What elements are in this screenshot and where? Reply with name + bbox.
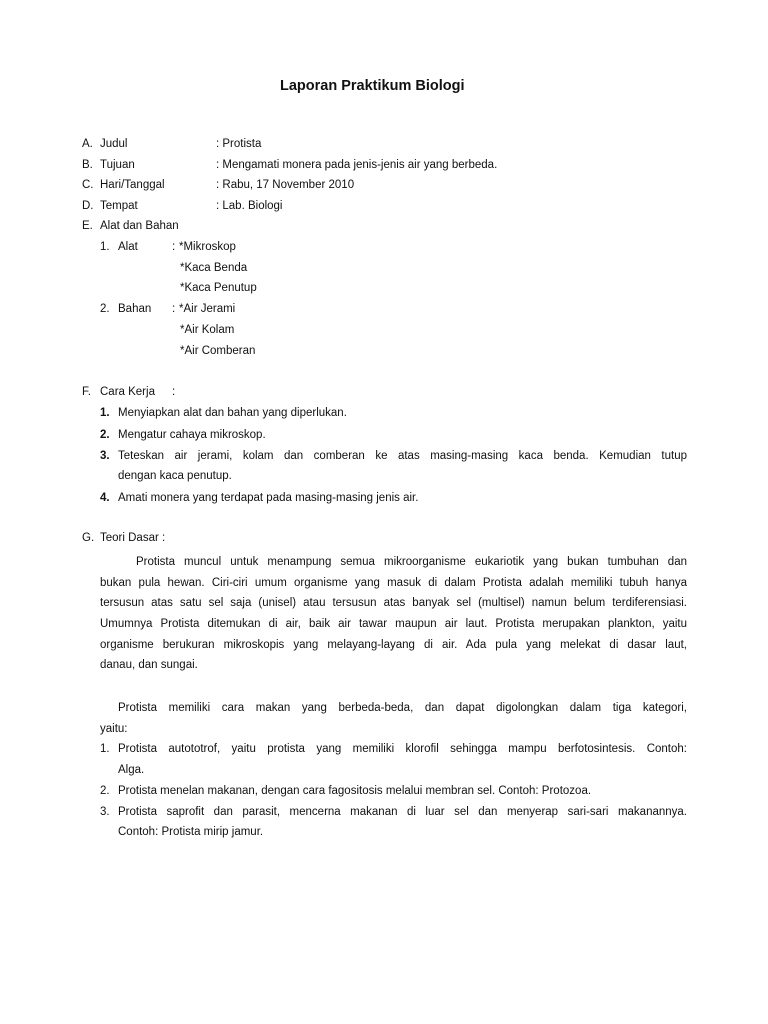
- category-number: 1.: [100, 743, 110, 755]
- section-a-value: : Protista: [216, 138, 262, 150]
- section-g-letter: G.: [82, 532, 95, 544]
- paragraph-line: Protista memiliki cara makan yang berbeda-beda, dan dapat digolongkan dalam tiga kategori,: [118, 702, 687, 714]
- section-d-letter: D.: [82, 200, 94, 212]
- bahan-number: 2.: [100, 303, 110, 315]
- category-text: Contoh: Protista mirip jamur.: [118, 826, 264, 838]
- bahan-colon: :: [172, 303, 176, 315]
- step-text: Amati monera yang terdapat pada masing-masing jenis air.: [118, 492, 419, 504]
- bahan-label: Bahan: [118, 303, 152, 315]
- section-d-label: Tempat: [100, 200, 138, 212]
- alat-item: *Mikroskop: [179, 241, 236, 253]
- section-f-letter: F.: [82, 386, 91, 398]
- section-b-letter: B.: [82, 159, 93, 171]
- section-c-value: : Rabu, 17 November 2010: [216, 179, 355, 191]
- section-a-label: Judul: [100, 138, 128, 150]
- bahan-item: *Air Jerami: [179, 303, 236, 315]
- paragraph-line: danau, dan sungai.: [100, 659, 198, 671]
- step-text: Teteskan air jerami, kolam dan comberan ke atas masing-masing kaca benda. Kemudian tutup: [118, 450, 687, 462]
- section-c-label: Hari/Tanggal: [100, 179, 165, 191]
- section-a-letter: A.: [82, 138, 93, 150]
- paragraph-line: tersusun atas satu sel saja (unisel) atau tersusun atas banyak sel (multisel) namun belum terdiferensiasi.: [100, 597, 687, 609]
- bahan-item: *Air Comberan: [180, 345, 256, 357]
- paragraph-line: yaitu:: [100, 723, 128, 735]
- alat-item: *Kaca Penutup: [180, 282, 257, 294]
- section-f-colon: :: [172, 386, 176, 398]
- section-b-label: Tujuan: [100, 159, 135, 171]
- section-d-value: : Lab. Biologi: [216, 200, 283, 212]
- alat-colon: :: [172, 241, 176, 253]
- step-number: 3.: [100, 450, 110, 462]
- section-e-label: Alat dan Bahan: [100, 220, 179, 232]
- category-text: Protista menelan makanan, dengan cara fagositosis melalui membran sel. Contoh: Protozoa.: [118, 785, 592, 797]
- category-text: Protista autototrof, yaitu protista yang memiliki klorofil sehingga mampu berfotosintesis. Contoh:: [118, 743, 687, 755]
- step-text: dengan kaca penutup.: [118, 470, 232, 482]
- category-number: 2.: [100, 785, 110, 797]
- section-c-letter: C.: [82, 179, 94, 191]
- bahan-item: *Air Kolam: [180, 324, 235, 336]
- section-b-value: : Mengamati monera pada jenis-jenis air yang berbeda.: [216, 159, 498, 171]
- section-g-label: Teori Dasar :: [100, 532, 166, 544]
- paragraph-line: Umumnya Protista ditemukan di air, baik air tawar maupun air laut. Protista merupakan plankton, yaitu: [100, 618, 687, 630]
- paragraph-line: bukan pula hewan. Ciri-ciri umum organisme yang masuk di dalam Protista adalah memiliki tubuh hanya: [100, 577, 687, 589]
- page-title: Laporan Praktikum Biologi: [280, 78, 465, 94]
- paragraph-line: Protista muncul untuk menampung semua mikroorganisme eukariotik yang bukan tumbuhan dan: [136, 556, 687, 568]
- step-number: 4.: [100, 492, 110, 504]
- step-number: 1.: [100, 407, 110, 419]
- step-text: Mengatur cahaya mikroskop.: [118, 429, 266, 441]
- category-text: Alga.: [118, 764, 145, 776]
- section-e-letter: E.: [82, 220, 93, 232]
- paragraph-line: organisme berukuran mikroskopis yang melayang-layang di air. Ada pula yang melekat di dasar laut,: [100, 639, 687, 651]
- section-f-label: Cara Kerja: [100, 386, 155, 398]
- category-text: Protista saprofit dan parasit, mencerna makanan di luar sel dan menyerap sari-sari makanannya.: [118, 806, 687, 818]
- alat-label: Alat: [118, 241, 138, 253]
- category-number: 3.: [100, 806, 110, 818]
- step-text: Menyiapkan alat dan bahan yang diperlukan.: [118, 407, 347, 419]
- step-number: 2.: [100, 429, 110, 441]
- alat-item: *Kaca Benda: [180, 262, 248, 274]
- alat-number: 1.: [100, 241, 110, 253]
